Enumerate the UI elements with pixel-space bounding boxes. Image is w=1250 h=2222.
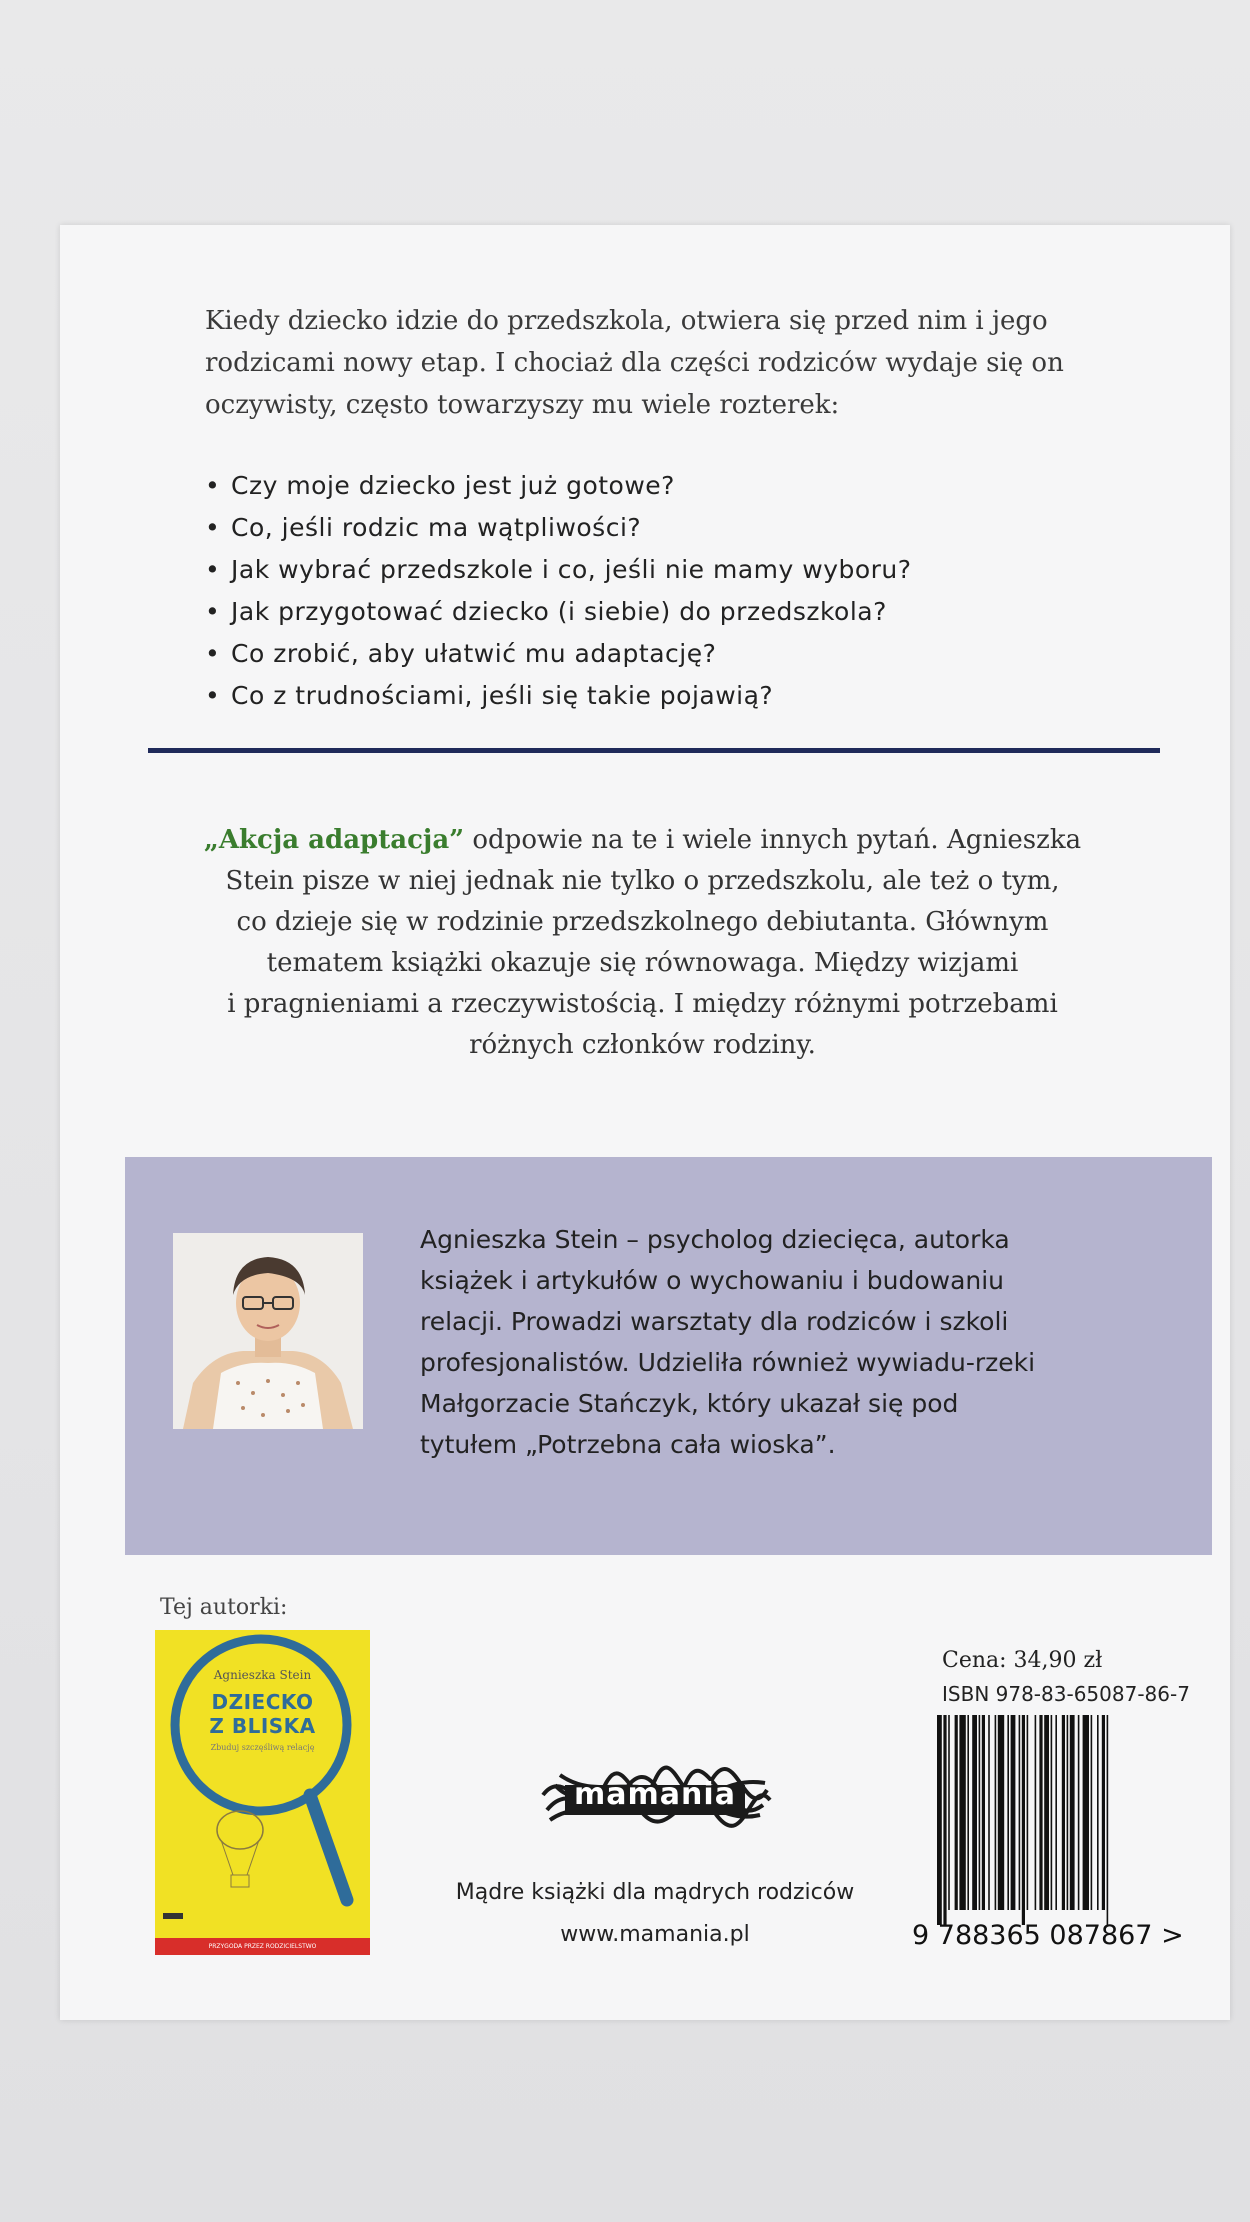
barcode-bar xyxy=(1027,1715,1029,1910)
barcode-bar xyxy=(979,1715,981,1910)
barcode-bar xyxy=(1067,1715,1069,1910)
barcode-bar xyxy=(1102,1715,1105,1910)
publisher-logo-text: mamania xyxy=(574,1777,736,1812)
questions-list xyxy=(205,465,1105,717)
author-photo xyxy=(173,1233,363,1429)
book-title-highlight: „Akcja adaptacja” xyxy=(203,825,465,855)
barcode-bar xyxy=(1055,1715,1057,1910)
publisher-logo xyxy=(535,1755,775,1840)
barcode-bar xyxy=(1035,1715,1037,1910)
description-line: Stein pisze w niej jednak nie tylko o przedszkolu, ale też o tym, xyxy=(225,866,1060,896)
barcode-bar xyxy=(1011,1715,1016,1910)
intro-paragraph xyxy=(205,300,1105,426)
related-book-subtitle: Zbuduj szczęśliwą relację xyxy=(210,1743,315,1752)
question-item: • Jak wybrać przedszkole i co, jeśli nie mamy wyboru? xyxy=(205,549,1105,591)
description-line xyxy=(150,820,1135,861)
author-bio-line: profesjonalistów. Udzieliła również wywiadu-rzeki xyxy=(420,1348,1036,1377)
barcode-bar xyxy=(972,1715,977,1910)
barcode-bar xyxy=(1078,1715,1080,1910)
author-bio-line: książek i artykułów o wychowaniu i budowaniu xyxy=(420,1266,1005,1295)
related-book-strip: PRZYGODA PRZEZ RODZICIELSTWO xyxy=(155,1938,370,1955)
barcode-bar xyxy=(1091,1715,1093,1910)
barcode-bar xyxy=(955,1715,958,1910)
question-item: • Co z trudnościami, jeśli się takie pojawią? xyxy=(205,675,1105,717)
barcode-bar xyxy=(967,1715,969,1910)
barcode-digits: 9 788365 087867 > xyxy=(912,1920,1184,1951)
description-line: i pragnieniami a rzeczywistością. I między różnymi potrzebami xyxy=(227,989,1058,1019)
barcode-bar xyxy=(988,1715,990,1910)
barcode-bar xyxy=(1019,1715,1021,1910)
description-paragraph xyxy=(150,820,1135,1066)
intro-line: rodzicami nowy etap. I chociaż dla części rodziców wydaje się on xyxy=(205,348,1064,378)
barcode-bar xyxy=(1107,1715,1109,1925)
author-bio-line: Agnieszka Stein – psycholog dziecięca, autorka xyxy=(420,1225,1010,1254)
barcode-icon xyxy=(935,1715,1225,1925)
intro-line: oczywisty, często towarzyszy mu wiele rozterek: xyxy=(205,390,840,420)
author-bio xyxy=(420,1219,1180,1465)
related-book-title-line: Z BLISKA xyxy=(209,1714,316,1738)
related-book-author: Agnieszka Stein xyxy=(213,1668,312,1682)
barcode-bar xyxy=(959,1715,965,1910)
description-line: różnych członków rodziny. xyxy=(469,1030,816,1060)
description-line: tematem książki okazuje się równowaga. Między wizjami xyxy=(266,948,1019,978)
isbn-label: ISBN 978-83-65087-86-7 xyxy=(942,1682,1190,1706)
publisher-tagline: Mądre książki dla mądrych rodziców xyxy=(455,1880,855,1905)
question-item: • Co zrobić, aby ułatwić mu adaptację? xyxy=(205,633,1105,675)
related-book-title xyxy=(155,1690,370,1738)
question-item: • Czy moje dziecko jest już gotowe? xyxy=(205,465,1105,507)
price-label: Cena: 34,90 zł xyxy=(942,1648,1103,1673)
question-item: • Jak przygotować dziecko (i siebie) do przedszkola? xyxy=(205,591,1105,633)
barcode-bar xyxy=(995,1715,997,1910)
barcode-bar xyxy=(1083,1715,1089,1910)
also-by-label: Tej autorki: xyxy=(160,1595,288,1620)
related-book-cover xyxy=(155,1630,370,1955)
description-text: odpowie na te i wiele innych pytań. Agnieszka xyxy=(464,825,1082,855)
barcode-bar xyxy=(998,1715,1004,1910)
author-bio-line: tytułem „Potrzebna cała wioska”. xyxy=(420,1430,836,1459)
barcode-bar xyxy=(1007,1715,1009,1910)
barcode-bar xyxy=(982,1715,985,1910)
author-bio-line: Małgorzacie Stańczyk, który ukazał się pod xyxy=(420,1389,959,1418)
publisher-website: www.mamania.pl xyxy=(560,1922,750,1947)
author-bio-box xyxy=(125,1157,1212,1555)
related-book-title-line: DZIECKO xyxy=(211,1690,314,1714)
barcode-bar xyxy=(1022,1715,1025,1925)
intro-line: Kiedy dziecko idzie do przedszkola, otwiera się przed nim i jego xyxy=(205,306,1048,336)
barcode-bar xyxy=(1070,1715,1075,1910)
description-line: co dzieje się w rodzinie przedszkolnego debiutanta. Głównym xyxy=(236,907,1049,937)
author-portrait-icon xyxy=(173,1233,363,1429)
barcode-bar xyxy=(943,1715,946,1925)
barcode-bar xyxy=(1062,1715,1065,1910)
question-item: • Co, jeśli rodzic ma wątpliwości? xyxy=(205,507,1105,549)
barcode-bar xyxy=(948,1715,950,1910)
author-bio-line: relacji. Prowadzi warsztaty dla rodziców i szkoli xyxy=(420,1307,1009,1336)
barcode-bar xyxy=(937,1715,942,1925)
barcode-bar xyxy=(1097,1715,1099,1910)
barcode-bar xyxy=(1044,1715,1049,1910)
barcode-bar xyxy=(1039,1715,1042,1910)
barcode-bar xyxy=(1051,1715,1053,1910)
section-divider xyxy=(148,748,1160,753)
